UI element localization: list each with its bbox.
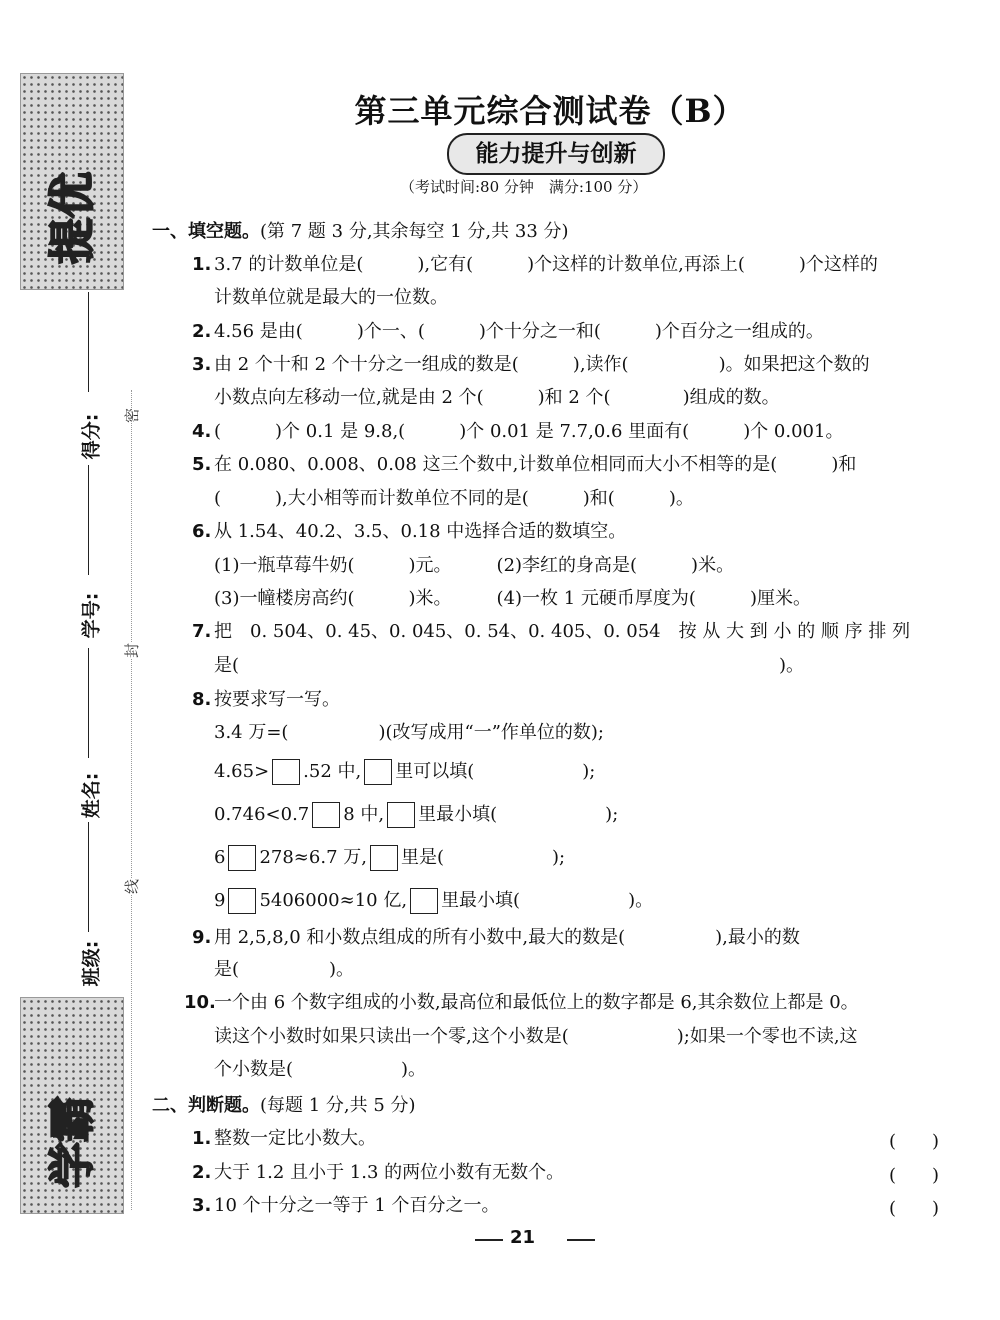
question-number: 1.	[192, 254, 212, 275]
question-text: 大于 1.2 且小于 1.3 的两位小数有无数个。	[214, 1162, 565, 1183]
question-text: 3.7 的计数单位是( ),它有( )个这样的计数单位,再添上( )个这样的	[214, 254, 878, 275]
exam-note: （考试时间:80 分钟 满分:100 分）	[400, 178, 648, 196]
q8-line2-c: 里可以填( );	[395, 761, 596, 782]
side-brand-bottom-text: 学霸	[45, 1096, 99, 1188]
section1-line	[192, 620, 910, 644]
question-text: ( )个 0.1 是 9.8,( )个 0.01 是 7.7,0.6 里面有( )个 0.001。	[214, 421, 844, 442]
answer-box[interactable]	[387, 802, 415, 828]
section1-desc: (第 7 题 3 分,其余每空 1 分,共 33 分)	[260, 221, 569, 242]
page-dash-left	[475, 1239, 503, 1241]
section1-line	[192, 654, 804, 678]
score-label: 得分:	[80, 413, 103, 460]
answer-box[interactable]	[370, 845, 398, 871]
question-text: 从 1.54、40.2、3.5、0.18 中选择合适的数填空。	[214, 521, 627, 542]
q8-line3	[214, 802, 618, 828]
question-text: 在 0.080、0.008、0.08 这三个数中,计数单位相同而大小不相等的是( )和	[214, 454, 857, 475]
side-line-1	[88, 292, 89, 392]
q8-line3-c: 里最小填( );	[418, 804, 619, 825]
question-number: 10.	[184, 992, 216, 1013]
section1-line	[192, 688, 340, 712]
answer-box[interactable]	[312, 802, 340, 828]
judgment-item	[192, 1127, 376, 1151]
page-title: 第三单元综合测试卷（B）	[354, 92, 746, 130]
section1-line	[192, 353, 870, 377]
q8-line4-b: 278≈6.7 万,	[259, 847, 367, 868]
seal-char-1: 密	[123, 407, 142, 424]
question-number: 6.	[192, 521, 212, 542]
question-text: (3)一幢楼房高约( )米。 (4)一枚 1 元硬币厚度为( )厘米。	[214, 588, 811, 609]
q8-line5-b: 5406000≈10 亿,	[259, 890, 408, 911]
q8-line3-b: 8 中,	[343, 804, 385, 825]
side-line-4	[88, 822, 89, 932]
question-number: 5.	[192, 454, 212, 475]
question-number: 3.	[192, 354, 212, 375]
question-text: 读这个小数时如果只读出一个零,这个小数是( );如果一个零也不读,这	[214, 1026, 858, 1047]
q8-line4-c: 里是( );	[400, 847, 566, 868]
page-dash-right	[567, 1239, 595, 1241]
section1-line	[192, 958, 354, 982]
section1-line	[184, 1025, 858, 1049]
q8-line3-a: 0.746<0.7	[214, 804, 310, 825]
question-text: 整数一定比小数大。	[214, 1128, 376, 1149]
section1-line	[192, 554, 734, 578]
section1-heading	[152, 220, 569, 244]
judgment-answer-blank[interactable]: ( )	[889, 1198, 940, 1219]
q8-line5-c: 里最小填( )。	[441, 890, 654, 911]
q8-line5	[214, 888, 653, 914]
question-text: 4.56 是由( )个一、( )个十分之一和( )个百分之一组成的。	[214, 321, 824, 342]
judgment-answer-blank[interactable]: ( )	[889, 1131, 940, 1152]
q8-line2-a: 4.65>	[214, 761, 270, 782]
question-text: 计数单位就是最大的一位数。	[214, 287, 448, 308]
section1-line	[192, 286, 448, 310]
side-line-3	[88, 648, 89, 758]
section2-title: 二、判断题。	[152, 1095, 260, 1116]
judgment-answer-blank[interactable]: ( )	[889, 1165, 940, 1186]
answer-box[interactable]	[410, 888, 438, 914]
name-label: 姓名:	[80, 772, 103, 819]
judgment-item	[192, 1161, 564, 1185]
student-id-label: 学号:	[80, 592, 103, 639]
seal-char-3: 线	[123, 878, 142, 895]
section2-desc: (每题 1 分,共 5 分)	[260, 1095, 416, 1116]
page-number: 21	[510, 1227, 536, 1248]
q8-line2-b: .52 中,	[303, 761, 362, 782]
question-number: 4.	[192, 421, 212, 442]
section1-line	[192, 320, 824, 344]
answer-box[interactable]	[228, 845, 256, 871]
question-text: 把 0. 504、0. 45、0. 045、0. 54、0. 405、0. 054 按 从 大 到 小 的 顺 序 排 列	[214, 621, 911, 642]
answer-box[interactable]	[272, 759, 300, 785]
q8-line1: 3.4 万=( )(改写成用“一”作单位的数);	[214, 722, 604, 743]
question-text: 由 2 个十和 2 个十分之一组成的数是( ),读作( )。如果把这个数的	[214, 354, 870, 375]
seal-char-2: 封	[123, 642, 142, 659]
section1-line	[192, 926, 800, 950]
question-text: 是( )。	[214, 959, 355, 980]
seal-line	[131, 390, 132, 1210]
question-text: 按要求写一写。	[214, 689, 340, 710]
side-brand-bottom	[20, 997, 124, 1214]
section1-line	[184, 1058, 426, 1082]
section1-line	[192, 587, 811, 611]
section1-line	[192, 487, 694, 511]
question-text: 个小数是( )。	[214, 1059, 427, 1080]
q8-line5-a: 9	[214, 890, 226, 911]
section2-heading	[152, 1094, 416, 1118]
question-text: 是( )。	[214, 655, 805, 676]
question-text: ( ),大小相等而计数单位不同的是( )和( )。	[214, 488, 694, 509]
section1-line	[192, 520, 626, 544]
question-number: 7.	[192, 621, 212, 642]
question-number: 3.	[192, 1195, 212, 1216]
q8-line4-a: 6	[214, 847, 226, 868]
side-line-2	[88, 465, 89, 575]
question-text: (1)一瓶草莓牛奶( )元。 (2)李红的身高是( )米。	[214, 555, 735, 576]
page-subtitle: 能力提升与创新	[447, 133, 665, 175]
class-label: 班级:	[80, 940, 103, 987]
question-text: 用 2,5,8,0 和小数点组成的所有小数中,最大的数是( ),最小的数	[214, 927, 800, 948]
section1-line	[184, 991, 859, 1015]
section1-line	[192, 420, 843, 444]
answer-box[interactable]	[228, 888, 256, 914]
question-number: 2.	[192, 321, 212, 342]
question-text: 一个由 6 个数字组成的小数,最高位和最低位上的数字都是 6,其余数位上都是 0。	[214, 992, 859, 1013]
section1-line	[192, 453, 856, 477]
judgment-item	[192, 1194, 500, 1218]
question-text: 小数点向左移动一位,就是由 2 个( )和 2 个( )组成的数。	[214, 387, 780, 408]
q8-line4	[214, 845, 565, 871]
section1-line	[192, 386, 780, 410]
q8-line2	[214, 759, 595, 785]
question-number: 1.	[192, 1128, 212, 1149]
question-text: 10 个十分之一等于 1 个百分之一。	[214, 1195, 500, 1216]
question-number: 9.	[192, 927, 212, 948]
section1-line	[192, 253, 878, 277]
section1-title: 一、填空题。	[152, 221, 260, 242]
question-number: 8.	[192, 689, 212, 710]
question-number: 2.	[192, 1162, 212, 1183]
side-brand-top-text: 提优	[45, 172, 99, 264]
answer-box[interactable]	[364, 759, 392, 785]
